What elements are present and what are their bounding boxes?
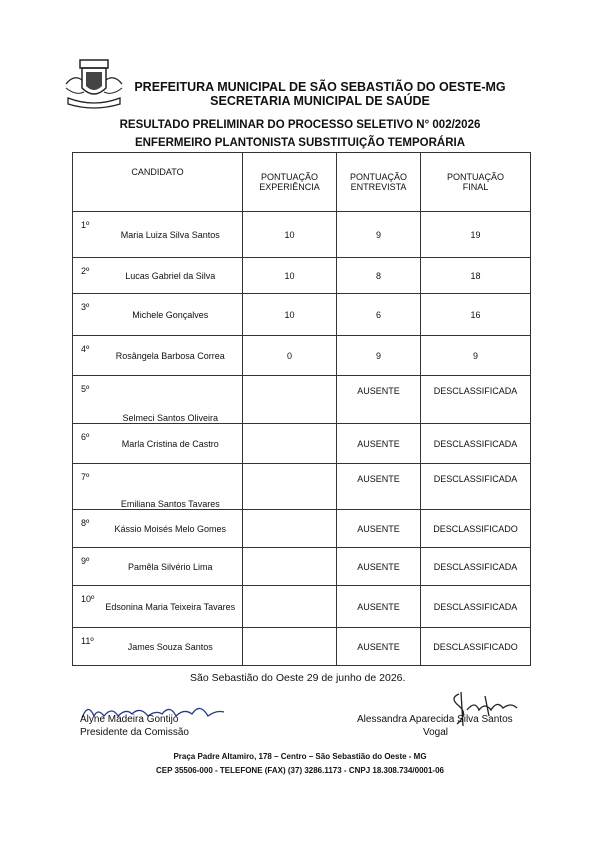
col-ent-label-2: ENTREVISTA xyxy=(350,182,407,192)
col-candidato-label: CANDIDATO xyxy=(131,167,184,177)
rank-cell: 5º xyxy=(73,376,99,424)
candidate-name-cell: Kássio Moisés Melo Gomes xyxy=(99,510,243,548)
rank-cell: 11º xyxy=(73,628,99,666)
rank-cell: 10º xyxy=(73,586,99,628)
col-fin-label-2: FINAL xyxy=(462,182,489,192)
col-experiencia xyxy=(243,153,337,212)
rank-cell: 8º xyxy=(73,510,99,548)
interview-score-cell: AUSENTE xyxy=(337,510,421,548)
signature-left xyxy=(80,713,189,739)
document-title: RESULTADO PRELIMINAR DO PROCESSO SELETIVO N° 002/2026 xyxy=(119,119,481,131)
signature-right-role: Vogal xyxy=(423,727,449,738)
table-header-row xyxy=(73,153,531,212)
table-row xyxy=(73,424,531,464)
final-score-cell: 9 xyxy=(421,336,531,376)
experience-score-cell xyxy=(243,424,337,464)
interview-score-cell: 8 xyxy=(337,258,421,294)
rank-cell: 1º xyxy=(73,212,99,258)
table-row xyxy=(73,586,531,628)
candidate-name-cell: Maria Luiza Silva Santos xyxy=(99,212,243,258)
table-row xyxy=(73,628,531,666)
rank-cell: 7º xyxy=(73,464,99,510)
interview-score-cell: 9 xyxy=(337,212,421,258)
experience-score-cell: 0 xyxy=(243,336,337,376)
candidate-name-cell: James Souza Santos xyxy=(99,628,243,666)
final-score-cell: DESCLASSIFICADA xyxy=(421,548,531,586)
table-row xyxy=(73,212,531,258)
signature-right xyxy=(357,713,547,739)
candidate-name-cell: Emiliana Santos Tavares xyxy=(99,464,243,510)
rank-cell: 4º xyxy=(73,336,99,376)
col-exp-label-2: EXPERIÊNCIA xyxy=(259,182,320,192)
interview-score-cell: 9 xyxy=(337,336,421,376)
candidate-name-cell: Pamêla Silvério Lima xyxy=(99,548,243,586)
interview-score-cell: 6 xyxy=(337,294,421,336)
table-row xyxy=(73,258,531,294)
table-row xyxy=(73,294,531,336)
interview-score-cell: AUSENTE xyxy=(337,376,421,424)
col-exp-label-1: PONTUAÇÃO xyxy=(261,172,319,182)
candidate-name-cell: Edsonina Maria Teixeira Tavares xyxy=(99,586,243,628)
rank-cell: 9º xyxy=(73,548,99,586)
footer-address: Praça Padre Altamiro, 178 – Centro – São Sebastião do Oeste - MG xyxy=(173,752,427,761)
final-score-cell: DESCLASSIFICADO xyxy=(421,510,531,548)
signature-left-role: Presidente da Comissão xyxy=(80,727,189,738)
rank-cell: 6º xyxy=(73,424,99,464)
final-score-cell: 16 xyxy=(421,294,531,336)
final-score-cell: DESCLASSIFICADO xyxy=(421,628,531,666)
table-row xyxy=(73,548,531,586)
document-subtitle: ENFERMEIRO PLANTONISTA SUBSTITUIÇÃO TEMPORÁRIA xyxy=(134,137,466,149)
signature-right-name: Alessandra Aparecida Silva Santos xyxy=(357,714,513,725)
interview-score-cell: AUSENTE xyxy=(337,586,421,628)
experience-score-cell xyxy=(243,510,337,548)
interview-score-cell: AUSENTE xyxy=(337,464,421,510)
experience-score-cell xyxy=(243,628,337,666)
final-score-cell: DESCLASSIFICADA xyxy=(421,376,531,424)
final-score-cell: 18 xyxy=(421,258,531,294)
document-date: São Sebastião do Oeste 29 de junho de 2026. xyxy=(190,672,406,684)
col-final xyxy=(421,153,531,212)
final-score-cell: DESCLASSIFICADA xyxy=(421,424,531,464)
signature-left-name: Alyne Madeira Gontijo xyxy=(80,714,179,725)
candidate-name-cell: Michele Gonçalves xyxy=(99,294,243,336)
rank-cell: 2º xyxy=(73,258,99,294)
results-table xyxy=(72,152,531,666)
candidate-name-cell: Selmeci Santos Oliveira xyxy=(99,376,243,424)
table-row xyxy=(73,464,531,510)
interview-score-cell: AUSENTE xyxy=(337,424,421,464)
experience-score-cell: 10 xyxy=(243,258,337,294)
experience-score-cell xyxy=(243,376,337,424)
experience-score-cell: 10 xyxy=(243,294,337,336)
interview-score-cell: AUSENTE xyxy=(337,548,421,586)
col-entrevista xyxy=(337,153,421,212)
rank-cell: 3º xyxy=(73,294,99,336)
final-score-cell: 19 xyxy=(421,212,531,258)
experience-score-cell xyxy=(243,464,337,510)
interview-score-cell: AUSENTE xyxy=(337,628,421,666)
footer-contact: CEP 35506-000 - TELEFONE (FAX) (37) 3286.1173 - CNPJ 18.308.734/0001-06 xyxy=(155,766,444,775)
candidate-name-cell: Lucas Gabriel da Silva xyxy=(99,258,243,294)
col-ent-label-1: PONTUAÇÃO xyxy=(350,172,408,182)
final-score-cell: DESCLASSIFICADA xyxy=(421,586,531,628)
experience-score-cell: 10 xyxy=(243,212,337,258)
header-prefeitura: PREFEITURA MUNICIPAL DE SÃO SEBASTIÃO DO OESTE-MG xyxy=(134,80,506,94)
experience-score-cell xyxy=(243,548,337,586)
col-fin-label-1: PONTUAÇÃO xyxy=(447,172,505,182)
experience-score-cell xyxy=(243,586,337,628)
candidate-name-cell: Rosângela Barbosa Correa xyxy=(99,336,243,376)
col-candidato xyxy=(73,153,243,212)
header-secretaria: SECRETARIA MUNICIPAL DE SAÚDE xyxy=(210,94,430,108)
final-score-cell: DESCLASSIFICADA xyxy=(421,464,531,510)
table-row xyxy=(73,510,531,548)
candidate-name-cell: Marla Cristina de Castro xyxy=(99,424,243,464)
table-row xyxy=(73,336,531,376)
table-row xyxy=(73,376,531,424)
